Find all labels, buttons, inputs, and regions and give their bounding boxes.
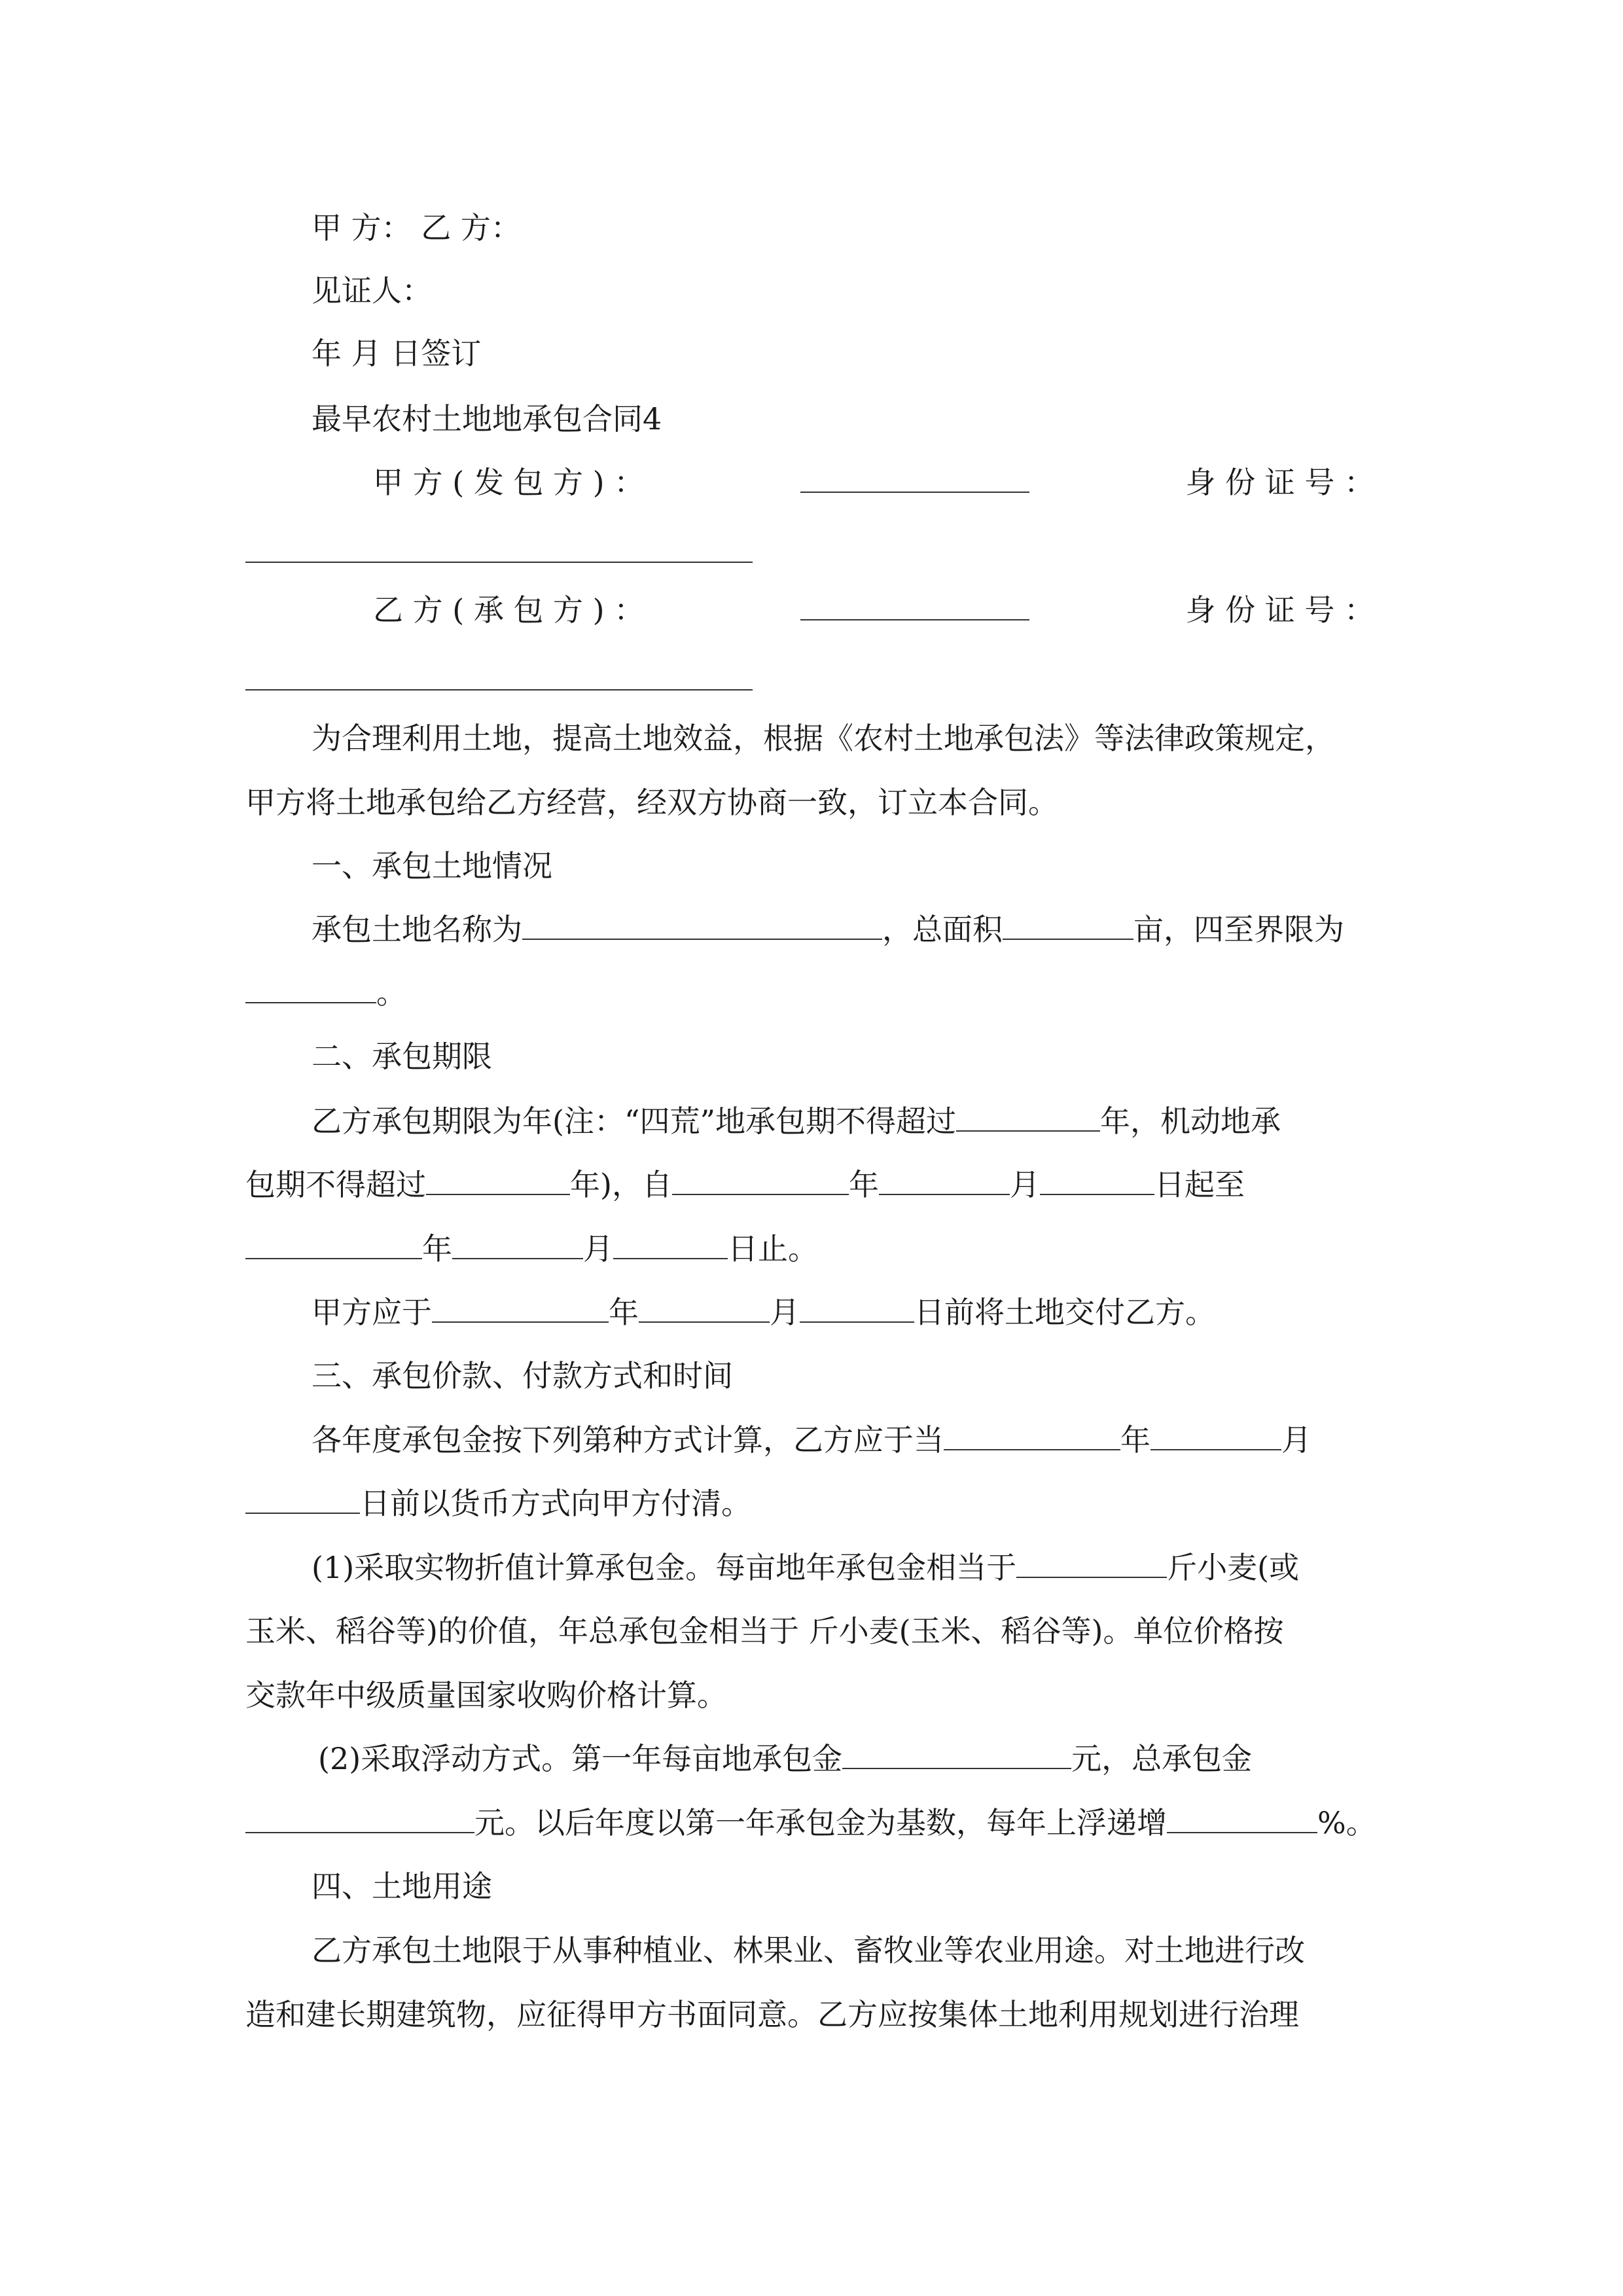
- pay-year-blank: [944, 1420, 1120, 1450]
- end-day-blank: [613, 1229, 728, 1259]
- section-3-line-2: 日前以货币方式向甲方付清。: [245, 1484, 751, 1523]
- party-b-id-blank: [245, 689, 753, 691]
- pay-month-blank: [1150, 1420, 1281, 1450]
- wheat-per-mu-blank: [1016, 1548, 1167, 1578]
- first-year-fee-blank: [842, 1739, 1071, 1769]
- deliver-month-blank: [639, 1293, 770, 1323]
- signature-witness: 见证人：: [312, 273, 432, 308]
- section-1-title: 一、承包土地情况: [312, 848, 552, 884]
- section-2-line-4: 甲方应于 年 月 日前将土地交付乙方。: [312, 1293, 1215, 1332]
- start-year-blank: [672, 1165, 849, 1195]
- option-1-line-3: 交款年中级质量国家收购价格计算。: [245, 1677, 727, 1713]
- contract-heading: 最早农村土地地承包合同4: [312, 401, 662, 437]
- option-2-line-2: 元。以后年度以第一年承包金为基数，每年上浮递增 %。: [245, 1803, 1376, 1842]
- section-3-line-1: 各年度承包金按下列第种方式计算，乙方应于当 年 月: [312, 1420, 1311, 1460]
- section-4-line-1: 乙方承包土地限于从事种植业、林果业、畜牧业等农业用途。对土地进行改: [312, 1933, 1305, 1968]
- section-2-line-1: 乙方承包期限为年(注：“四荒”地承包期不得超过 年，机动地承: [312, 1102, 1281, 1141]
- party-a-name-blank: [800, 463, 1029, 493]
- pay-day-blank: [245, 1484, 360, 1514]
- end-year-blank: [245, 1229, 422, 1259]
- party-b-label: 乙 方 ( 承 包 方 ) ：: [373, 592, 645, 628]
- intro-line-2: 甲方将土地承包给乙方经营，经双方协商一致，订立本合同。: [245, 785, 1058, 820]
- area-blank: [1003, 910, 1133, 940]
- option-1-line-2: 玉米、稻谷等)的价值，年总承包金相当于 斤小麦(玉米、稻谷等)。单位价格按: [245, 1613, 1284, 1649]
- deliver-year-blank: [432, 1293, 609, 1323]
- section-2-title: 二、承包期限: [312, 1039, 492, 1074]
- party-a-row: [373, 463, 1374, 502]
- party-a-id-blank: [245, 562, 753, 563]
- flexible-term-blank: [426, 1165, 570, 1195]
- party-a-id-label: 身 份 证 号 ：: [1185, 465, 1374, 500]
- total-fee-blank: [245, 1803, 474, 1833]
- section-2-line-3: 年 月 日止。: [245, 1229, 818, 1268]
- party-b-row: [373, 590, 1374, 630]
- land-name-blank: [522, 910, 882, 940]
- section-4-line-2: 造和建长期建筑物，应征得甲方书面同意。乙方应按集体土地利用规划进行治理: [245, 1997, 1299, 2032]
- signature-date: 年 月 日签订: [312, 336, 482, 371]
- end-month-blank: [452, 1229, 583, 1259]
- section-1-line-1: 承包土地名称为 ，总面积 亩，四至界限为: [312, 910, 1344, 949]
- boundary-blank: [245, 973, 376, 1003]
- option-2-line-1: (2)采取浮动方式。第一年每亩地承包金 元，总承包金: [318, 1739, 1252, 1778]
- party-a-label: 甲 方 ( 发 包 方 ) ：: [373, 465, 645, 500]
- intro-line-1: 为合理利用土地，提高土地效益，根据《农村土地承包法》等法律政策规定，: [312, 721, 1335, 756]
- option-1-line-1: (1)采取实物折值计算承包金。每亩地年承包金相当于 斤小麦(或: [312, 1548, 1299, 1587]
- party-b-id-label: 身 份 证 号 ：: [1185, 592, 1374, 628]
- start-month-blank: [879, 1165, 1010, 1195]
- start-day-blank: [1040, 1165, 1154, 1195]
- signature-parties: 甲 方： 乙 方：: [312, 210, 521, 245]
- section-3-title: 三、承包价款、付款方式和时间: [312, 1358, 733, 1393]
- section-4-title: 四、土地用途: [312, 1869, 492, 1904]
- section-1-line-2: 。: [245, 973, 406, 1013]
- deliver-day-blank: [800, 1293, 914, 1323]
- increase-rate-blank: [1167, 1803, 1317, 1833]
- four-waste-term-blank: [956, 1102, 1100, 1132]
- party-b-name-blank: [800, 590, 1029, 620]
- section-2-line-2: 包期不得超过 年)，自 年 月 日起至: [245, 1165, 1245, 1204]
